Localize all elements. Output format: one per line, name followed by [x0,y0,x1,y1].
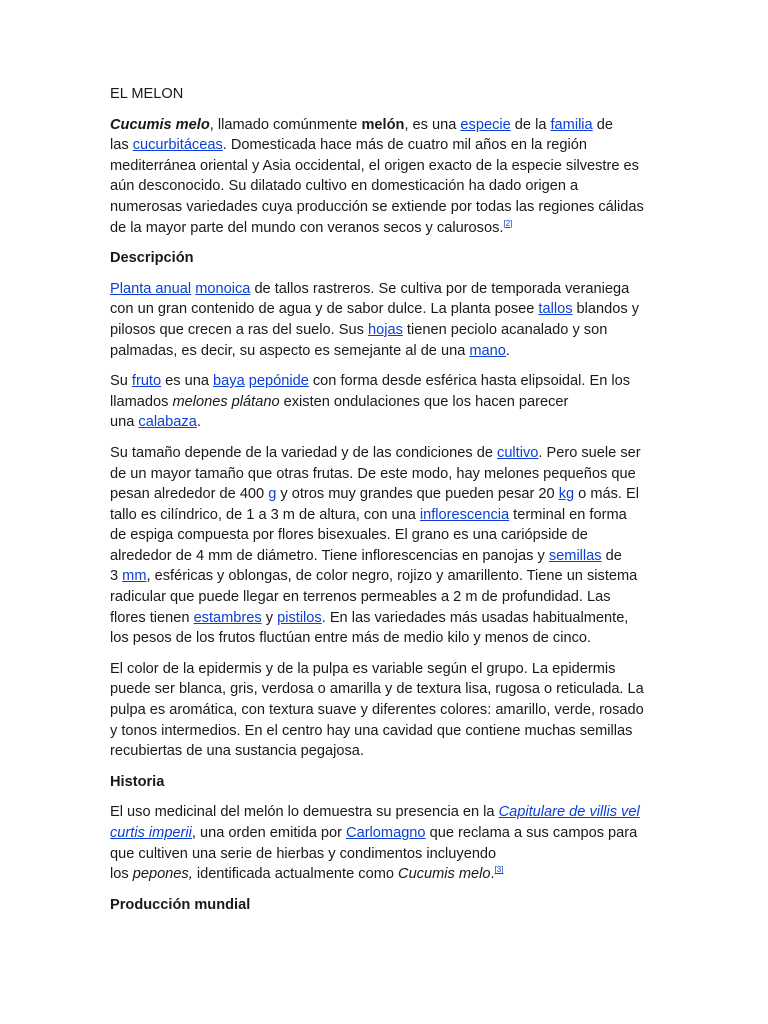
link-mano[interactable]: mano [469,342,506,359]
history-paragraph: El uso medicinal del melón lo demuestra su presencia en la Capitulare de villis vel curtis imperii, una orden emitida por Carlomagno que reclama a sus campos para que cultiven una serie de hierbas y condimentos incluyendo los pepones, identificada actualmente como Cucumis melo.[3] [110,804,640,883]
link-tallos[interactable]: tallos [538,301,573,318]
common-name: melón [361,116,405,133]
link-hojas[interactable]: hojas [367,321,403,338]
link-peponide[interactable]: pepónide [248,373,309,390]
section-heading-produccion: Producción mundial [110,896,251,913]
description-paragraph-4: El color de la epidermis y de la pulpa es variable según el grupo. La epidermis puede ser blanca, gris, verdosa o amarilla y de textura lisa, rugosa o reticulada. La pulpa es aromática, con textura suave y diferentes colores: amarillo, verde, rosado y tonos intermedios. En el centro hay una cavidad que contiene muchas semillas recubiertas de una sustancia pegajosa. [110,660,644,760]
link-calabaza[interactable]: calabaza [138,414,197,431]
description-paragraph-2: Su fruto es una baya pepónide con forma desde esférica hasta elipsoidal. En los llamados melones plátano existen ondulaciones que los hacen parecer una calabaza. [110,373,631,431]
link-curtis-imperii[interactable]: curtis imperii [110,825,192,841]
link-especie[interactable]: especie [460,116,511,133]
reference-link-3[interactable]: [3] [494,865,504,875]
link-carlomagno[interactable]: Carlomagno [346,825,426,841]
link-semillas[interactable]: semillas [548,547,602,564]
link-pistilos[interactable]: pistilos [277,609,322,626]
link-planta-anual[interactable]: Planta anual [110,280,192,297]
intro-paragraph: Cucumis melo, llamado comúnmente melón, es una especie de la familia de las cucurbitáceas. Domesticada hace más de cuatro mil años en la región mediterránea oriental y Asia occidental, el origen exacto de la especie silvestre es aún desconocido. Su dilatado cultivo en domesticación ha dado origen a numerosas variedades cuya producción se extiende por todas las regiones cálidas de la mayor parte del mundo con veranos secos y calurosos.[2] [110,116,644,236]
link-mm[interactable]: mm [122,568,147,585]
description-paragraph-1: Planta anual monoica de tallos rastreros. Se cultiva por de temporada veraniega con un gran contenido de agua y de sabor dulce. La planta posee tallos blandos y pilosos que crecen a ras del suelo. Sus hojas tienen peciolo acanalado y son palmadas, es decir, su aspecto es semejante al de una mano. [110,280,640,359]
link-capitulare-de-villis[interactable]: Capitulare de villis vel [498,804,640,821]
link-familia[interactable]: familia [550,116,593,133]
link-baya[interactable]: baya [213,373,245,390]
article [110,84,660,915]
link-g[interactable]: g [268,486,277,503]
section-heading-historia: Historia [110,773,165,790]
link-monoica[interactable]: monoica [195,280,251,297]
link-cucurbitaceas[interactable]: cucurbitáceas [132,137,223,154]
link-estambres[interactable]: estambres [193,609,262,626]
reference-link-2[interactable]: [2] [503,218,513,228]
link-kg[interactable]: kg [558,486,575,503]
section-heading-descripcion: Descripción [110,250,194,267]
scientific-name: Cucumis melo [110,116,210,133]
link-cultivo[interactable]: cultivo [497,444,539,461]
link-fruto[interactable]: fruto [131,373,162,390]
link-inflorescencia[interactable]: inflorescencia [419,506,510,523]
page-title: EL MELON [110,86,184,102]
description-paragraph-3: Su tamaño depende de la variedad y de las condiciones de cultivo. Pero suele ser de un mayor tamaño que otras frutas. De este modo, hay melones pequeños que pesan alrededor de 400 g y otros muy grandes que pueden pesar 20 kg o más. El tallo es cilíndrico, de 1 a 3 m de altura, con una inflorescencia terminal en forma de espiga compuesta por flores bisexuales. El grano es una cariópside de alrededor de 4 mm de diámetro. Tiene inflorescencias en panojas y semillas de 3 mm, esféricas y oblongas, de color negro, rojizo y amarillento. Tiene un sistema radicular que puede llegar en terrenos permeables a 2 m de profundidad. Las flores tienen estambres y pistilos. En las variedades más usadas habitualmente, los pesos de los frutos fluctúan entre más de medio kilo y menos de cinco. [110,444,641,647]
